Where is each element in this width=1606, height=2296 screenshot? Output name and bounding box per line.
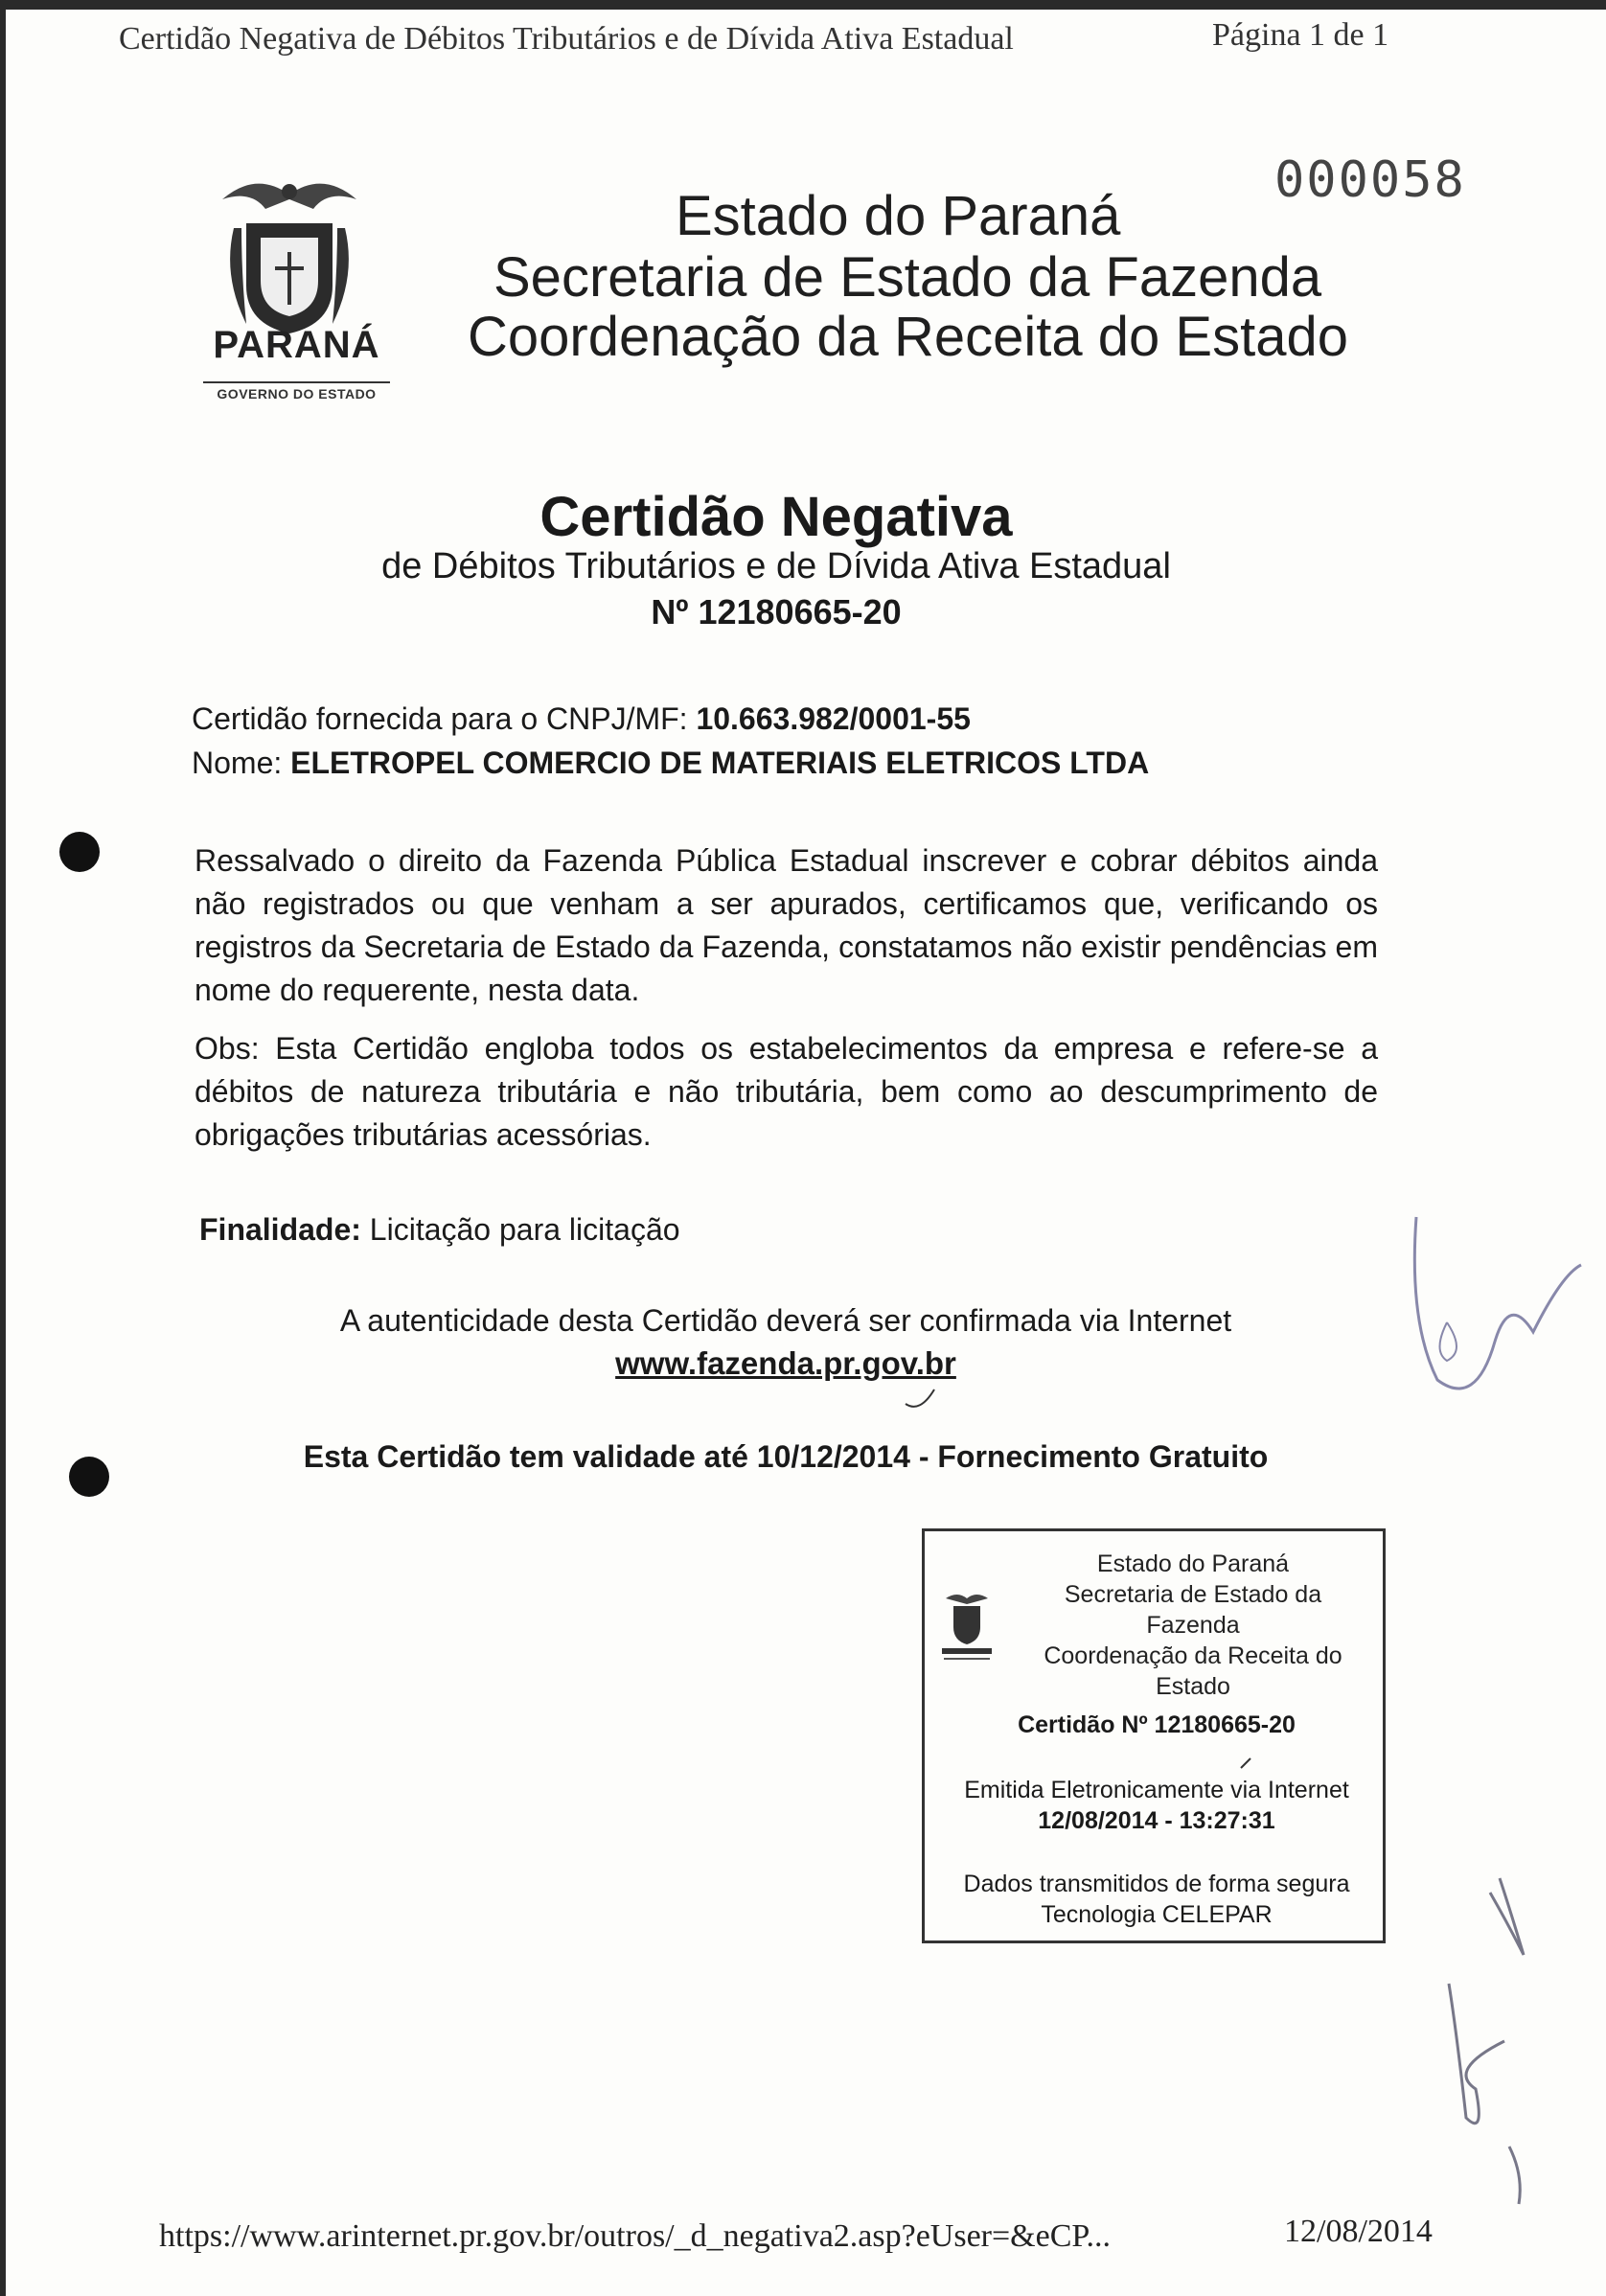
name-line <box>192 746 1149 781</box>
scan-top-edge <box>0 0 1606 10</box>
crest-label: PARANÁ <box>213 324 380 366</box>
cnpj-value: 10.663.982/0001-55 <box>696 701 971 736</box>
browser-page-indicator: Página 1 de 1 <box>1212 17 1389 53</box>
stamp-line-secretariat: Secretaria de Estado da <box>1064 1581 1322 1608</box>
punch-hole <box>59 832 100 872</box>
crest-sub-label: GOVERNO DO ESTADO <box>203 381 390 402</box>
stamp-line-state: Estado do Paraná <box>1096 1550 1290 1577</box>
authenticity-link[interactable]: www.fazenda.pr.gov.br <box>615 1345 956 1381</box>
stamp-line-coordination: Coordenação da Receita do <box>1044 1642 1342 1669</box>
stamp-line-estado: Estado <box>1156 1673 1230 1700</box>
header-state: Estado do Paraná <box>676 185 1121 247</box>
observation-paragraph: Obs: Esta Certidão engloba todos os estabelecimentos da empresa e refere-se a débitos de natureza tributária e não tributária, bem como ao descumprimento de obrigações tributárias acessórias. <box>195 1031 1378 1152</box>
stamp-tech-text: Tecnologia CELEPAR <box>1041 1901 1273 1928</box>
footer-date: 12/08/2014 <box>1284 2214 1433 2249</box>
stamp-secure-text: Dados transmitidos de forma segura <box>963 1871 1350 1897</box>
finalidade-value: Licitação para licitação <box>369 1212 680 1247</box>
footer-url: https://www.arinternet.pr.gov.br/outros/_d_negativa2.asp?eUser=&eCP... <box>159 2218 1112 2254</box>
stamp-emit-datetime: 12/08/2014 - 13:27:31 <box>1038 1807 1275 1834</box>
stamp-certificate-number: Certidão Nº 12180665-20 <box>1018 1711 1296 1738</box>
certificate-number: Nº 12180665-20 <box>651 592 902 631</box>
stamp-emission <box>925 1775 1388 1836</box>
stamp-security <box>925 1869 1388 1930</box>
certification-paragraph: Ressalvado o direito da Fazenda Pública Estadual inscrever e cobrar débitos ainda não registrados ou que venham a ser apurados, certificamos que, verificando os registros da Secretaria de Estado da Fazenda, constatamos não existir pendências em nome do requerente, nesta data. <box>195 843 1378 1007</box>
finalidade-label: Finalidade: <box>199 1212 361 1247</box>
electronic-stamp <box>922 1528 1386 1943</box>
stamp-number: 000058 <box>1274 151 1466 209</box>
name-value: ELETROPEL COMERCIO DE MATERIAIS ELETRICOS LTDA <box>290 746 1150 780</box>
scan-left-edge <box>0 0 6 2296</box>
browser-header-title: Certidão Negativa de Débitos Tributários e de Dívida Ativa Estadual <box>119 21 1014 57</box>
certificate-title: Certidão Negativa <box>539 486 1013 548</box>
stamp-emit-text: Emitida Eletronicamente via Internet <box>964 1777 1349 1803</box>
header-coordination: Coordenação da Receita do Estado <box>468 306 1348 368</box>
cnpj-label: Certidão fornecida para o CNPJ/MF: <box>192 701 688 736</box>
cnpj-line <box>192 701 971 737</box>
stamp-line-fazenda: Fazenda <box>1146 1612 1240 1639</box>
stamp-crest-icon <box>938 1591 996 1667</box>
authenticity-text: A autenticidade desta Certidão deverá ser confirmada via Internet <box>339 1303 1232 1338</box>
header-secretariat: Secretaria de Estado da Fazenda <box>493 246 1322 309</box>
finalidade-line <box>199 1212 680 1248</box>
validity-text: Esta Certidão tem validade até 10/12/2014 - Fornecimento Gratuito <box>303 1439 1269 1474</box>
stamp-header <box>1011 1549 1375 1702</box>
certificate-subtitle: de Débitos Tributários e de Dívida Ativa Estadual <box>381 546 1171 586</box>
name-label: Nome: <box>192 746 283 780</box>
